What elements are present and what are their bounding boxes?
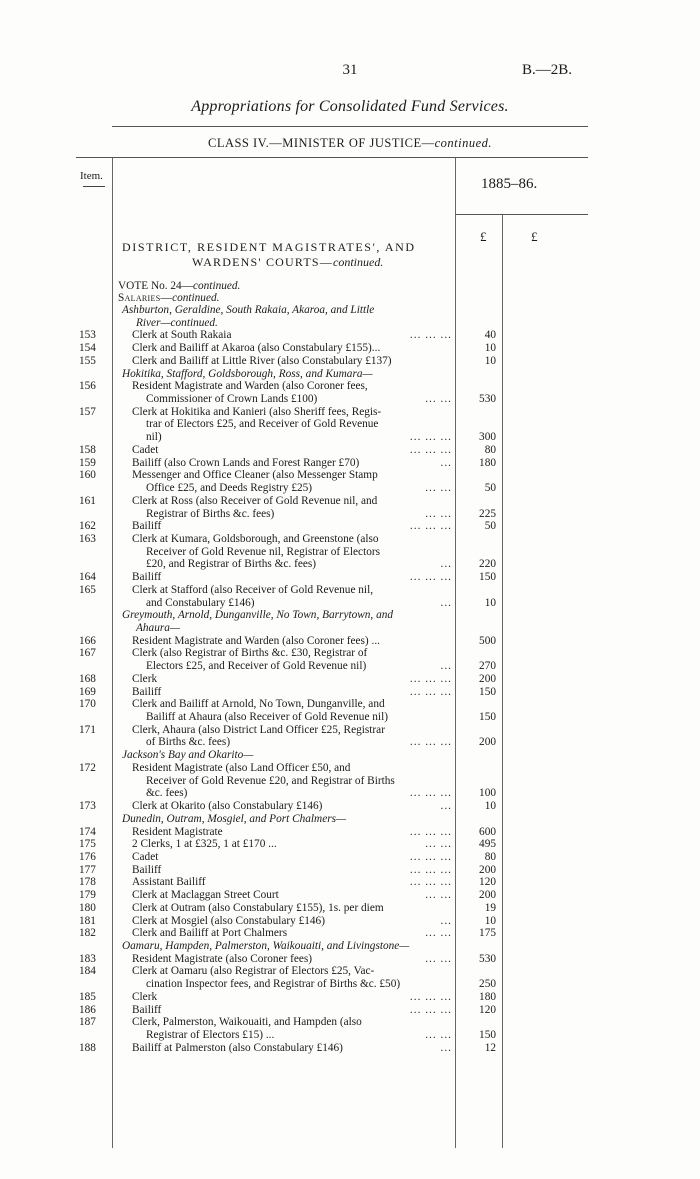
item-description (132, 851, 452, 863)
item-amount: 495 (479, 838, 496, 851)
item-amount: 50 (484, 482, 496, 495)
item-number: 158 (79, 443, 96, 456)
item-description (132, 469, 452, 481)
dot-leader: ... (440, 660, 452, 673)
item-description (146, 558, 452, 570)
item-description-text: and Constabulary £146) (146, 596, 255, 609)
item-amount: 10 (484, 354, 496, 367)
item-description-text: Clerk at Okarito (also Constabulary £146) (132, 800, 323, 813)
item-amount: 200 (479, 672, 496, 685)
dot-leader: ... ... ... (409, 850, 452, 863)
year-head-rule (456, 214, 588, 215)
item-number: 159 (79, 456, 96, 469)
item-description (132, 864, 452, 876)
dot-leader: ... (440, 1041, 452, 1054)
item-description-text: Commissioner of Crown Lands £100) (146, 393, 318, 406)
year-column-header: 1885–86. (481, 176, 538, 192)
item-description-text: Clerk at Ross (also Receiver of Gold Revenue nil, and (132, 494, 378, 507)
item-amount: 530 (479, 393, 496, 406)
item-description-text: Messenger and Office Cleaner (also Messenger Stamp (132, 469, 378, 482)
item-description-text: Resident Magistrate and Warden (also Coroner fees) ... (132, 634, 380, 647)
item-description-text: nil) (146, 431, 162, 444)
item-description (146, 597, 452, 609)
item-number: 179 (79, 889, 96, 902)
item-description (136, 317, 470, 329)
item-description-text: Clerk at Hokitika and Kanieri (also Sheriff fees, Regis- (132, 405, 382, 418)
page-number: 31 (342, 62, 358, 78)
item-description-text: Clerk and Bailiff at Port Chalmers (132, 927, 288, 940)
item-description-text: Jackson's Bay and Okarito— (122, 749, 254, 762)
item-number: 171 (79, 723, 96, 736)
item-amount: 10 (484, 596, 496, 609)
item-description (146, 660, 452, 672)
item-amount: 10 (484, 914, 496, 927)
amount-column-rule-2 (502, 215, 503, 1148)
item-header-underline (83, 186, 105, 187)
vote-continued: continued. (193, 280, 241, 292)
item-description (132, 495, 452, 507)
item-description-text: Clerk and Bailiff at Little River (also Constabulary £137) (132, 354, 392, 367)
item-description (132, 889, 452, 901)
dot-leader: ... (440, 800, 452, 813)
item-amount: 200 (479, 889, 496, 902)
item-description (132, 342, 452, 354)
item-amount: 530 (479, 952, 496, 965)
item-description (146, 775, 452, 787)
item-amount: 80 (484, 850, 496, 863)
item-number: 173 (79, 800, 96, 813)
salaries-continued: continued. (172, 292, 220, 304)
item-description (132, 457, 452, 469)
item-description-text: Resident Magistrate (also Coroner fees) (132, 952, 313, 965)
dot-leader: ... ... (425, 889, 452, 902)
item-number: 176 (79, 850, 96, 863)
item-description (146, 1029, 452, 1041)
item-amount: 40 (484, 329, 496, 342)
item-description-text: Bailiff (132, 571, 162, 584)
item-description (132, 800, 452, 812)
item-description-text: Ashburton, Geraldine, South Rakaia, Akaroa, and Little (122, 304, 375, 316)
item-number: 187 (79, 1016, 96, 1029)
item-description-text: Clerk at Outram (also Constabulary £155), 1s. per diem (132, 901, 384, 914)
class-title-main: CLASS IV.—MINISTER OF JUSTICE— (207, 136, 435, 150)
dot-leader: ... ... (425, 482, 452, 495)
item-description-text: Registrar of Births &c. fees) (146, 507, 275, 520)
appropriations-title: Appropriations for Consolidated Fund Services. (191, 98, 509, 115)
item-description-text: Resident Magistrate (also Land Officer £50, and (132, 761, 351, 774)
vote-label (118, 280, 452, 292)
item-amount: 10 (484, 800, 496, 813)
item-column-rule (112, 158, 113, 1148)
item-description-text: Clerk at Stafford (also Receiver of Gold Revenue nil, (132, 583, 374, 596)
item-description (132, 724, 452, 736)
item-description (132, 571, 452, 583)
item-amount: 100 (479, 787, 496, 800)
item-description (146, 393, 452, 405)
dot-leader: ... ... ... (409, 443, 452, 456)
item-description-text: Bailiff (132, 520, 162, 533)
item-description-text: Clerk and Bailiff at Arnold, No Town, Dunganville, and (132, 698, 385, 711)
item-description (146, 711, 452, 723)
item-description (132, 876, 452, 888)
item-description-text: cination Inspector fees, and Registrar of Births &c. £50) (146, 978, 401, 991)
item-description (132, 902, 452, 914)
item-number: 175 (79, 838, 96, 851)
item-description (146, 508, 452, 520)
item-number: 181 (79, 914, 96, 927)
item-description (146, 787, 452, 799)
dot-leader: ... ... (425, 393, 452, 406)
dot-leader: ... ... ... (409, 520, 452, 533)
item-description (132, 838, 452, 850)
item-number: 156 (79, 380, 96, 393)
item-description-text: Dunedin, Outram, Mosgiel, and Port Chalmers— (122, 812, 347, 825)
item-number: 167 (79, 647, 96, 660)
item-amount: 220 (479, 558, 496, 571)
item-description-text: Clerk at Oamaru (also Registrar of Electors £25, Vac- (132, 965, 375, 978)
item-description (122, 609, 456, 621)
item-description-text: &c. fees) (146, 787, 188, 800)
dot-leader: ... (440, 456, 452, 469)
item-amount: 270 (479, 660, 496, 673)
item-description-text: Ahaura— (136, 622, 180, 634)
currency-symbol-2: £ (531, 229, 538, 244)
item-description (132, 533, 452, 545)
currency-symbol-1: £ (480, 229, 487, 244)
item-description-text: Bailiff (132, 863, 162, 876)
section-title-line2-wrap (122, 255, 452, 270)
item-description (132, 1042, 452, 1054)
item-description-text: Registrar of Electors £15) ... (146, 1029, 275, 1042)
item-amount: 120 (479, 1003, 496, 1016)
item-description-text: Cadet (132, 850, 159, 863)
dot-leader: ... ... (425, 952, 452, 965)
item-number: 186 (79, 1003, 96, 1016)
item-description (132, 584, 452, 596)
item-description (132, 991, 452, 1003)
item-description-text: Office £25, and Deeds Registry £25) (146, 482, 313, 495)
item-amount: 225 (479, 507, 496, 520)
top-rule (112, 126, 588, 127)
item-description (146, 482, 452, 494)
item-description-text: Clerk at Maclaggan Street Court (132, 889, 279, 902)
item-description-text: Clerk (132, 672, 158, 685)
item-number: 154 (79, 342, 96, 355)
item-description-text: Clerk and Bailiff at Akaroa (also Constabulary £155)... (132, 342, 381, 355)
item-number: 188 (79, 1041, 96, 1054)
item-description-text: Bailiff (also Crown Lands and Forest Ranger £70) (132, 456, 360, 469)
item-amount: 150 (479, 685, 496, 698)
item-description-text: Greymouth, Arnold, Dunganville, No Town, Barrytown, and (122, 609, 394, 622)
item-amount: 200 (479, 736, 496, 749)
item-number: 183 (79, 952, 96, 965)
item-number: 153 (79, 329, 96, 342)
dot-leader: ... ... ... (409, 825, 452, 838)
item-amount: 80 (484, 443, 496, 456)
item-description-text: of Births &c. fees) (146, 736, 231, 749)
item-description (132, 635, 452, 647)
item-description (132, 698, 452, 710)
item-description (146, 736, 452, 748)
class-title-continued: continued. (434, 136, 493, 150)
item-description (146, 431, 452, 443)
item-description (132, 826, 452, 838)
item-description (132, 686, 452, 698)
vote-text: VOTE No. 24— (118, 280, 193, 292)
item-description-text: trar of Electors £25, and Receiver of Gold Revenue (146, 418, 379, 431)
item-number: 177 (79, 863, 96, 876)
item-number: 157 (79, 405, 96, 418)
item-description-text: Clerk, Ahaura (also District Land Officer £25, Registrar (132, 723, 385, 736)
item-description-text: Receiver of Gold Revenue nil, Registrar of Electors (146, 545, 381, 558)
item-description (132, 380, 452, 392)
item-amount: 120 (479, 876, 496, 889)
item-description (136, 622, 470, 634)
item-description (132, 965, 452, 977)
item-amount: 150 (479, 571, 496, 584)
item-number: 168 (79, 672, 96, 685)
item-number: 169 (79, 685, 96, 698)
item-description-text: Assistant Bailiff (132, 876, 206, 889)
dot-leader: ... ... ... (409, 736, 452, 749)
dot-leader: ... ... (425, 1029, 452, 1042)
item-description-text: Electors £25, and Receiver of Gold Revenue nil) (146, 660, 367, 673)
dot-leader: ... ... ... (409, 876, 452, 889)
section-title-line1: DISTRICT, RESIDENT MAGISTRATES', AND (122, 240, 416, 254)
item-number: 164 (79, 571, 96, 584)
item-amount: 12 (484, 1041, 496, 1054)
item-description (132, 673, 452, 685)
section-title-line2: WARDENS' COURTS— (192, 255, 333, 269)
item-amount: 19 (484, 901, 496, 914)
item-amount: 175 (479, 927, 496, 940)
class-title (0, 136, 700, 151)
dot-leader: ... ... (425, 927, 452, 940)
item-number: 160 (79, 469, 96, 482)
salaries-label (118, 292, 452, 304)
dot-leader: ... ... ... (409, 571, 452, 584)
item-description (132, 647, 452, 659)
item-amount: 200 (479, 863, 496, 876)
item-description (146, 546, 452, 558)
item-amount: 250 (479, 978, 496, 991)
dot-leader: ... ... ... (409, 787, 452, 800)
item-description (122, 304, 456, 316)
table-top-rule (76, 157, 588, 158)
item-description-text: Clerk (132, 990, 158, 1003)
item-description (122, 813, 456, 825)
item-description-text: Resident Magistrate and Warden (also Coroner fees, (132, 380, 368, 393)
item-amount: 50 (484, 520, 496, 533)
item-description (132, 1004, 452, 1016)
item-description-text: 2 Clerks, 1 at £325, 1 at £170 ... (132, 838, 277, 851)
salaries-text: Salaries— (118, 292, 173, 304)
item-amount: 180 (479, 456, 496, 469)
item-description-text: Cadet (132, 443, 159, 456)
item-description-text: Clerk (also Registrar of Births &c. £30, Registrar of (132, 647, 368, 660)
item-amount: 150 (479, 711, 496, 724)
item-description (122, 940, 456, 952)
item-description-text: Clerk at Mosgiel (also Constabulary £146) (132, 914, 325, 927)
item-number: 170 (79, 698, 96, 711)
dot-leader: ... ... ... (409, 1003, 452, 1016)
item-description-text: Hokitika, Stafford, Goldsborough, Ross, and Kumara— (122, 367, 373, 380)
item-description-text: Clerk, Palmerston, Waikouaiti, and Hampden (also (132, 1016, 362, 1029)
item-number: 162 (79, 520, 96, 533)
dot-leader: ... ... (425, 507, 452, 520)
item-description (132, 444, 452, 456)
section-title (122, 240, 452, 270)
item-description-text: River—continued. (136, 316, 218, 329)
item-description-text: Oamaru, Hampden, Palmerston, Waikouaiti, and Livingstone— (122, 940, 410, 952)
item-description (132, 406, 452, 418)
item-number: 184 (79, 965, 96, 978)
item-amount: 500 (479, 634, 496, 647)
item-amount: 300 (479, 431, 496, 444)
dot-leader: ... ... ... (409, 990, 452, 1003)
item-description (132, 329, 452, 341)
item-amount: 600 (479, 825, 496, 838)
item-number: 165 (79, 583, 96, 596)
item-description-text: Resident Magistrate (132, 825, 223, 838)
dot-leader: ... ... ... (409, 329, 452, 342)
item-description (132, 355, 452, 367)
dot-leader: ... ... (425, 838, 452, 851)
section-title-continued: continued. (333, 255, 384, 269)
item-description-text: Clerk at Kumara, Goldsborough, and Greenstone (also (132, 532, 379, 545)
item-description (132, 762, 452, 774)
item-description (132, 915, 452, 927)
dot-leader: ... ... ... (409, 672, 452, 685)
item-description (132, 520, 452, 532)
item-description (132, 927, 452, 939)
dot-leader: ... (440, 914, 452, 927)
item-number: 155 (79, 354, 96, 367)
item-amount: 150 (479, 1029, 496, 1042)
item-number: 180 (79, 901, 96, 914)
dot-leader: ... ... ... (409, 685, 452, 698)
dot-leader: ... (440, 558, 452, 571)
item-number: 166 (79, 634, 96, 647)
item-number: 182 (79, 927, 96, 940)
dot-leader: ... (440, 596, 452, 609)
item-description-text: Bailiff at Ahaura (also Receiver of Gold Revenue nil) (146, 711, 388, 724)
item-amount: 10 (484, 342, 496, 355)
item-number: 178 (79, 876, 96, 889)
item-column-header: Item. (80, 170, 103, 182)
item-description (122, 749, 456, 761)
item-number: 174 (79, 825, 96, 838)
item-description-text: Receiver of Gold Revenue £20, and Registrar of Births (146, 774, 395, 787)
item-description (132, 953, 452, 965)
item-description (146, 418, 452, 430)
item-description (122, 368, 456, 380)
item-number: 163 (79, 532, 96, 545)
item-number: 185 (79, 990, 96, 1003)
dot-leader: ... ... ... (409, 863, 452, 876)
item-description (132, 1016, 452, 1028)
dot-leader: ... ... ... (409, 431, 452, 444)
item-description-text: Bailiff (132, 685, 162, 698)
item-description-text: Clerk at South Rakaia (132, 329, 232, 342)
item-amount: 180 (479, 990, 496, 1003)
item-description-text: Bailiff at Palmerston (also Constabulary £146) (132, 1041, 343, 1054)
item-description-text: £20, and Registrar of Births &c. fees) (146, 558, 317, 571)
item-number: 172 (79, 761, 96, 774)
item-number: 161 (79, 494, 96, 507)
page-reference: B.—2B. (521, 62, 572, 78)
item-description (146, 978, 452, 990)
item-description-text: Bailiff (132, 1003, 162, 1016)
